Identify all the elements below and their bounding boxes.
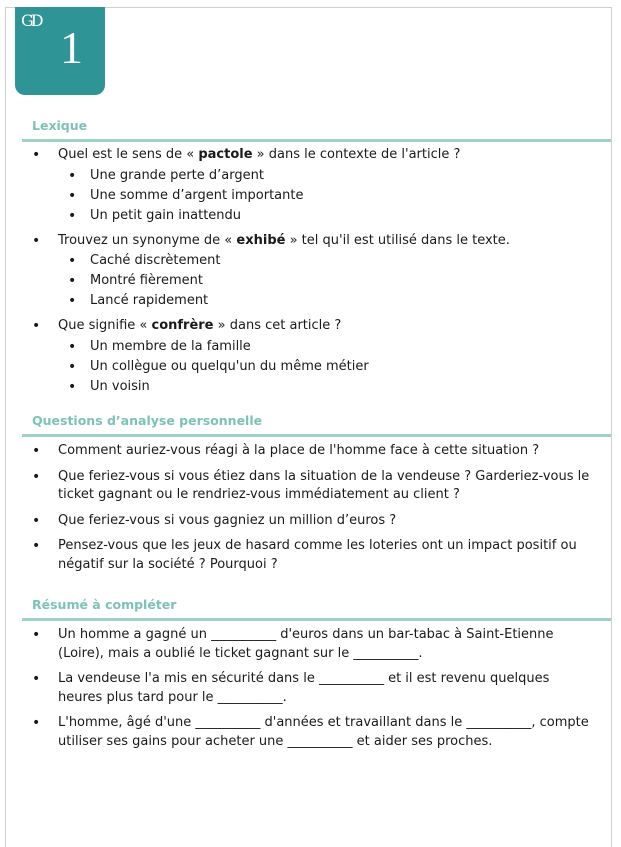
analyse-question: • Pensez-vous que les jeux de hasard comme les loteries ont un impact positif ou négatif sur la société ? Pourquoi ? — [32, 537, 592, 574]
option: • Un collègue ou quelqu'un du même métier — [58, 357, 592, 377]
section-rule-lexique — [22, 139, 611, 142]
option: • Lancé rapidement — [58, 291, 592, 311]
option: • Montré fièrement — [58, 271, 592, 291]
option: • Un voisin — [58, 377, 592, 397]
analyse-question: • Que feriez-vous si vous étiez dans la situation de la vendeuse ? Garderiez-vous le ticket gagnant ou le rendriez-vous immédiatement au client ? — [32, 468, 592, 505]
section-title-lexique: Lexique — [32, 118, 88, 133]
option: • Une somme d’argent importante — [58, 186, 592, 206]
resume-list — [32, 626, 592, 751]
term-pactole: pactole — [198, 147, 253, 162]
option: • Une grande perte d’argent — [58, 166, 592, 186]
term-confrere: confrère — [151, 318, 214, 333]
section-title-resume: Résumé à compléter — [32, 597, 177, 612]
analyse-question: • Que feriez-vous si vous gagniez un million d’euros ? — [32, 512, 592, 531]
chapter-badge — [15, 7, 105, 95]
section-rule-analyse — [22, 434, 611, 437]
analyse-list — [32, 442, 592, 574]
lexique-question-2: • Trouvez un synonyme de « exhibé » tel qu'il est utilisé dans le texte. • Caché discrètement • Montré fièrement • Lancé rapidement — [32, 232, 592, 312]
lexique-question-1: • Quel est le sens de « pactole » dans le contexte de l'article ? • Une grande perte d’argent • Une somme d’argent importante • Un petit gain inattendu — [32, 146, 592, 226]
option: • Un membre de la famille — [58, 337, 592, 357]
analyse-question: • Comment auriez-vous réagi à la place de l'homme face à cette situation ? — [32, 442, 592, 461]
lexique-list — [32, 146, 592, 397]
resume-item: • L'homme, âgé d'une __________ d'années et travaillant dans le __________, compte utiliser ses gains pour acheter une __________ et aider ses proches. — [32, 714, 592, 751]
resume-item: • Un homme a gagné un __________ d'euros dans un bar-tabac à Saint-Etienne (Loire), mais a oublié le ticket gagnant sur le __________. — [32, 626, 592, 663]
lexique-question-3: • Que signifie « confrère » dans cet article ? • Un membre de la famille • Un collègue ou quelqu'un du même métier • Un voisin — [32, 317, 592, 397]
option: • Caché discrètement — [58, 251, 592, 271]
term-exhibe: exhibé — [236, 232, 286, 248]
option: • Un petit gain inattendu — [58, 206, 592, 226]
chapter-number: 1 — [60, 22, 83, 73]
section-rule-resume — [22, 618, 611, 621]
section-title-analyse: Questions d’analyse personnelle — [32, 413, 263, 428]
gd-logo: GD — [21, 11, 41, 30]
resume-item: • La vendeuse l'a mis en sécurité dans le __________ et il est revenu quelques heures plus tard pour le __________. — [32, 670, 592, 707]
